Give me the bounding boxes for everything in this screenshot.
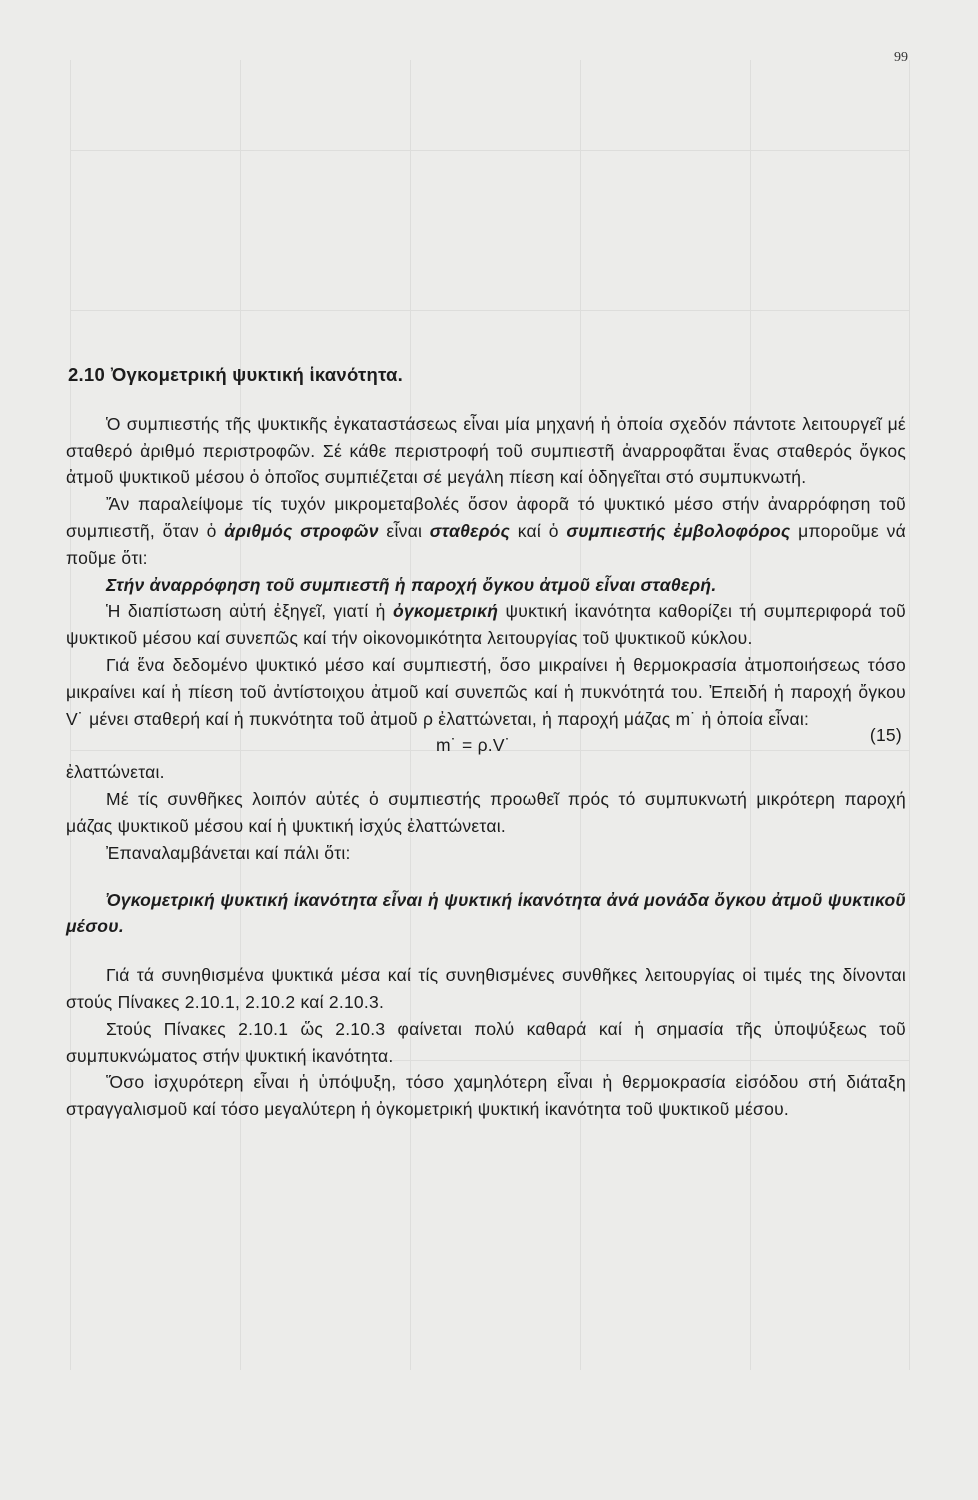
p2-emph-piston-compressor: συμπιεστής ἐμβολοφόρος: [566, 520, 791, 541]
p3-text-a: Ἡ διαπίστωση αὐτή ἐξηγεῖ, γιατί ἡ: [106, 601, 393, 622]
paragraph-density-drop: Γιά ἕνα δεδομένο ψυκτικό μέσο καί συμπιεστή, ὅσο μικραίνει ἡ θερμοκρασία ἀτμοποιήσεως τόσο μικραίνει καί ἡ πίεση τοῦ ἀντίστοιχου ἀτμοῦ καί συνεπῶς καί ἡ πυκνότητά του. Ἐπειδή ἡ παροχή ὄγκου V˙ μένει σταθερή καί ἡ πυκνότητα τοῦ ἀτμοῦ ρ ἐλαττώνεται, ἡ παροχή μάζας m˙ ἡ ὁποία εἶναι:: [66, 654, 906, 729]
paragraph-decreases: ἐλαττώνεται.: [66, 762, 165, 783]
p2-text-e: καί ὁ: [510, 520, 567, 541]
p2-emph-rotations: ἀριθμός στροφῶν: [224, 520, 379, 541]
equation-number: (15): [869, 725, 902, 746]
p2-emph-constant: σταθερός: [429, 520, 511, 541]
paragraph-repeat: Ἐπαναλαμβάνεται καί πάλι ὅτι:: [106, 842, 351, 863]
paragraph-tables-reference: Γιά τά συνηθισμένα ψυκτικά μέσα καί τίς συνηθισμένες συνθῆκες λειτουργίας οἱ τιμές της δίνονται στούς Πίνακες 2.10.1, 2.10.2 καί 2.10.3.: [66, 965, 906, 1012]
paragraph-volumetric-meaning: [66, 598, 906, 652]
paragraph-constant-speed: [66, 491, 906, 571]
key-statement-constant-volume: Στήν ἀναρρόφηση τοῦ συμπιεστῆ ἡ παροχή ὄγκου ἀτμοῦ εἶναι σταθερή.: [106, 574, 717, 595]
equation-mass-flow: m˙ = ρ.V˙: [436, 735, 511, 756]
p2-text-c: εἶναι: [378, 520, 430, 541]
page-content: [66, 362, 906, 1123]
paragraph-compressor-intro: Ὁ συμπιεστής τῆς ψυκτικῆς ἐγκαταστάσεως εἶναι μία μηχανή ἡ ὁποία σχεδόν πάντοτε λειτουργεῖ μέ σταθερό ἀριθμό περιστροφῶν. Σέ κάθε περιστροφή τοῦ συμπιεστῆ ἀναρροφᾶται ἕνας σταθερός ὄγκος ἀτμοῦ ψυκτικοῦ μέσου ὁ ὁποῖος συμπιέζεται σέ μεγάλη πίεση καί ὁδηγεῖται στό συμπυκνωτή.: [66, 413, 906, 488]
section-number: 2.10: [68, 364, 106, 385]
p3-text-c: ψυκτική ἱκανότητα καθορίζει τή συμπεριφορά τοῦ ψυκτικοῦ μέσου καί συνεπῶς καί τήν οἰκονομικότητα λειτουργίας τοῦ ψυκτικοῦ κύκλου.: [66, 601, 906, 649]
paragraph-less-mass: Μέ τίς συνθῆκες λοιπόν αὐτές ὁ συμπιεστής προωθεῖ πρός τό συμπυκνωτή μικρότερη παροχή μάζας ψυκτικοῦ μέσου καί ἡ ψυκτική ἰσχύς ἐλαττώνεται.: [66, 789, 906, 836]
key-statement-definition: Ὀγκομετρική ψυκτική ἱκανότητα εἶναι ἡ ψυκτική ἱκανότητα ἀνά μονάδα ὄγκου ἀτμοῦ ψυκτικοῦ μέσου.: [66, 889, 906, 937]
p3-emph-volumetric: ὀγκομετρική: [392, 601, 499, 622]
equation-row: [66, 725, 906, 759]
section-heading: [66, 362, 906, 389]
p2-text-g: μποροῦμε νά ποῦμε ὅτι:: [66, 520, 906, 568]
section-title: Ὀγκομετρική ψυκτική ἱκανότητα.: [111, 364, 404, 385]
paragraph-subcooling-effect: Ὅσο ἰσχυρότερη εἶναι ἡ ὑπόψυξη, τόσο χαμηλότερη εἶναι ἡ θερμοκρασία εἰσόδου στή διάταξη στραγγαλισμοῦ καί τόσο μεγαλύτερη ἡ ὀγκομετρική ψυκτική ἱκανότητα τοῦ ψυκτικοῦ μέσου.: [66, 1072, 906, 1120]
paragraph-subcooling: Στούς Πίνακες 2.10.1 ὥς 2.10.3 φαίνεται πολύ καθαρά καί ἡ σημασία τῆς ὑποψύξεως τοῦ συμπυκνώματος στήν ψυκτική ἱκανότητα.: [66, 1018, 906, 1066]
page-number: 99: [894, 50, 908, 65]
p2-text-a: Ἄν παραλείψομε τίς τυχόν μικρομεταβολές ὅσον ἀφορᾶ τό ψυκτικό μέσο στήν ἀναρρόφηση τοῦ συμπιεστῆ, ὅταν ὁ: [66, 494, 906, 541]
